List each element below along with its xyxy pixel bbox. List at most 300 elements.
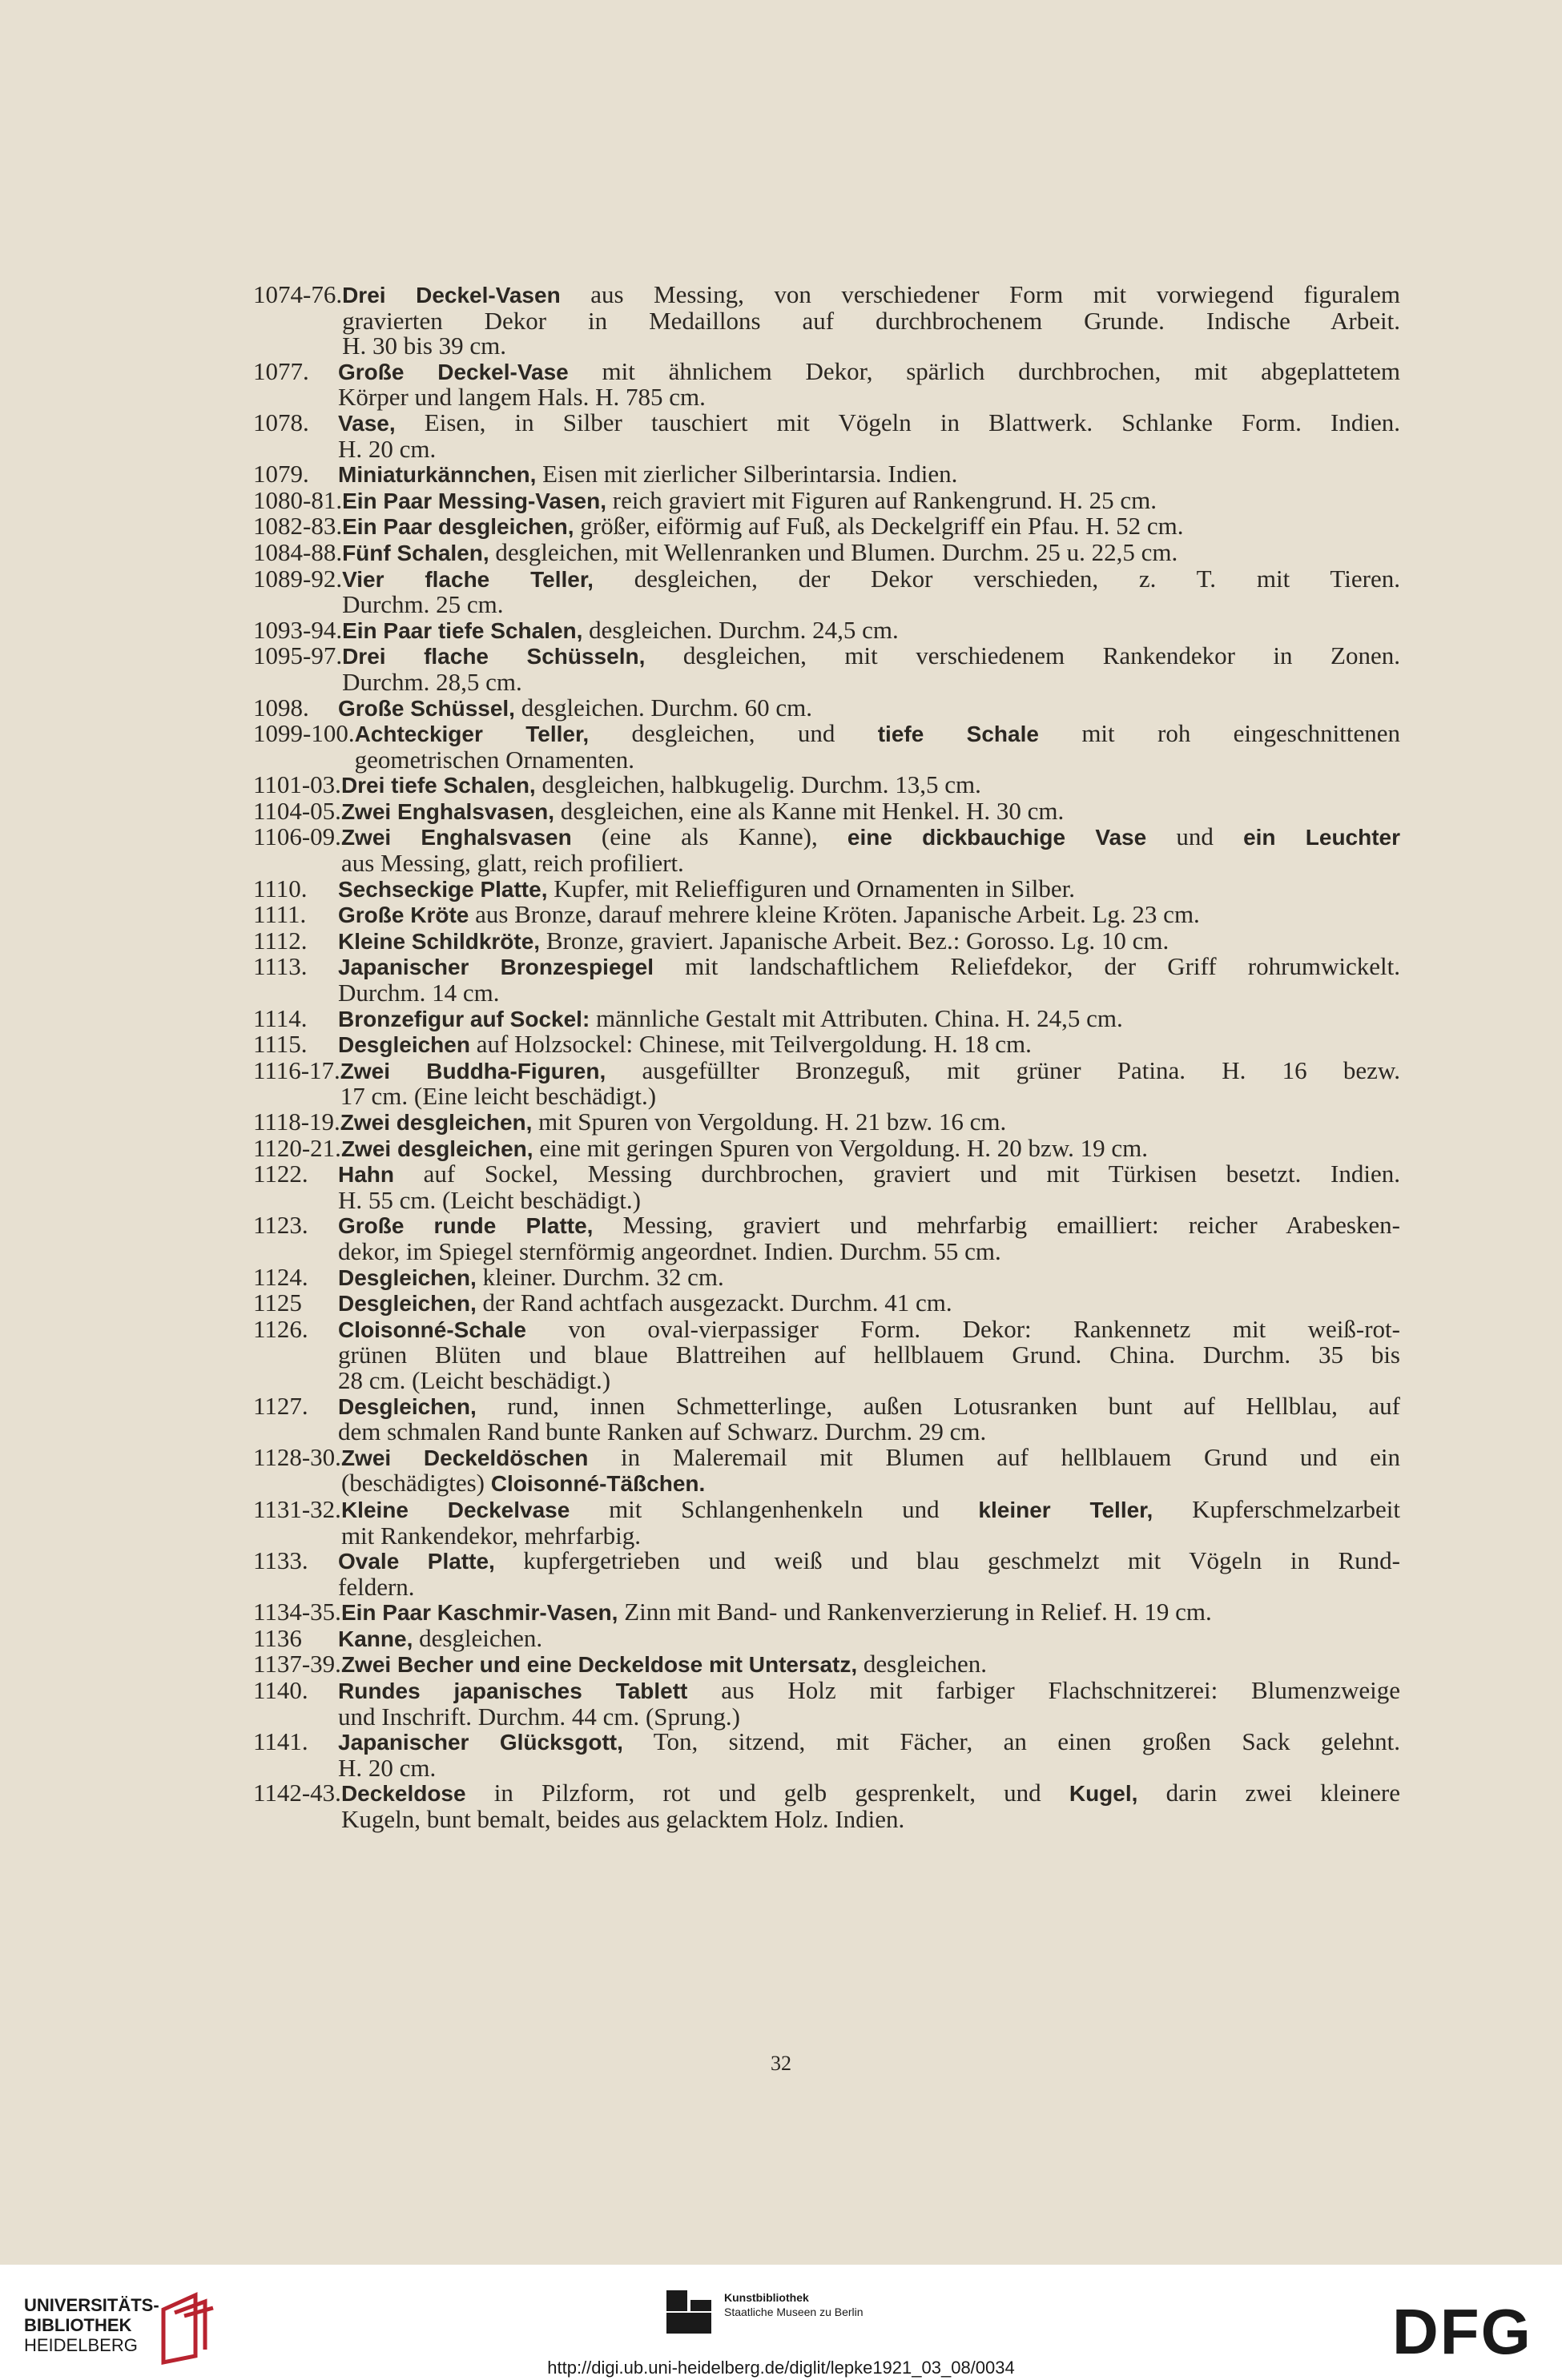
description-line: [338, 902, 1400, 928]
description-line: [338, 1755, 1400, 1781]
catalog-entry: [253, 410, 1400, 461]
kunstbibliothek-name[interactable]: [724, 2290, 864, 2319]
lot-number: 1128-30.: [253, 1442, 341, 1471]
library-name-line: UNIVERSITÄTS-: [24, 2295, 159, 2315]
lot-title: Zwei Deckeldöschen: [340, 1445, 589, 1470]
lot-description: [341, 772, 1400, 798]
lot-number: 1074-76.: [253, 280, 343, 308]
lot-text: feldern.: [338, 1572, 415, 1601]
lot-text: dekor, im Spiegel sternförmig angeordnet. Indien. Durchm. 55 cm.: [338, 1236, 1001, 1265]
lot-title: Vier flache Teller,: [342, 566, 594, 592]
lot-text: auf Holzsockel: Chinese, mit Teilvergoldung. H. 18 cm.: [469, 1030, 1032, 1059]
lot-number: 1142-43.: [253, 1779, 341, 1807]
lot-number: 1140.: [253, 1676, 308, 1705]
catalog-entry: [253, 537, 1400, 566]
lot-description: [341, 1599, 1400, 1626]
description-line: [338, 1236, 1400, 1265]
lot-title: ein Leuchter: [1243, 825, 1401, 850]
description-line: [342, 513, 1400, 540]
description-line: [341, 824, 1400, 850]
description-line: [338, 928, 1400, 955]
catalog-entry: [253, 1623, 1400, 1652]
lot-description: [342, 566, 1400, 617]
lot-title: Desgleichen,: [338, 1393, 477, 1419]
catalog-entry: [253, 1779, 1400, 1834]
lot-title: Japanischer Glücksgott,: [338, 1730, 623, 1755]
lot-number: 1098.: [253, 693, 309, 722]
lot-text: mit Schlangenhenkeln und: [570, 1494, 979, 1523]
catalog-entry: [253, 566, 1400, 617]
description-line: [338, 1574, 1400, 1600]
lot-description: [338, 1623, 1400, 1652]
lot-number: 1113.: [253, 952, 308, 981]
description-line: [342, 669, 1400, 695]
catalog-entry: [253, 1003, 1400, 1032]
lot-text: männliche Gestalt mit Attributen. China. H. 24,5 cm.: [590, 1003, 1123, 1032]
catalog-entry: [253, 1290, 1400, 1317]
lot-description: [340, 1779, 1400, 1834]
description-line: [341, 1807, 1400, 1832]
lot-number: 1082-83.: [253, 512, 343, 541]
lot-text: Kupferschmelzarbeit: [1153, 1494, 1400, 1523]
catalog-entry: [253, 1031, 1400, 1058]
description-line: [342, 485, 1400, 514]
lot-text: desgleichen. Durchm. 24,5 cm.: [582, 615, 899, 644]
lot-number: 1079.: [253, 460, 309, 488]
lot-description: [338, 1548, 1400, 1599]
lot-number: 1123.: [253, 1211, 308, 1240]
lot-text: rund, innen Schmetterlinge, außen Lotusranken bunt auf Hellblau, auf: [476, 1391, 1400, 1420]
lot-text: mit roh eingeschnittenen: [1038, 719, 1400, 748]
description-line: [340, 1442, 1400, 1471]
lot-title: Desgleichen: [338, 1032, 470, 1058]
description-line: [340, 1133, 1400, 1162]
lot-title: Ovale Platte,: [338, 1549, 495, 1574]
lot-title: Drei tiefe Schalen,: [340, 773, 536, 798]
lot-text: und: [1146, 822, 1244, 851]
catalog-entry: [253, 1548, 1400, 1599]
lot-text: dem schmalen Rand bunte Ranken auf Schwarz. Durchm. 29 cm.: [338, 1417, 987, 1446]
kunstbibliothek-title: Kunstbibliothek: [724, 2291, 809, 2304]
catalog-entry: [253, 461, 1400, 488]
lot-number: 1114.: [253, 1003, 308, 1032]
lot-text: H. 30 bis 39 cm.: [342, 332, 507, 360]
lot-title: eine dickbauchige Vase: [847, 825, 1147, 850]
description-line: [340, 1109, 1400, 1136]
catalog-entry: [253, 282, 1400, 359]
catalog-entry: [253, 1678, 1400, 1729]
lot-description: [340, 1055, 1400, 1111]
lot-text: Eisen mit zierlicher Silberintarsia. Indien.: [536, 460, 958, 488]
description-line: [338, 1314, 1400, 1343]
lot-number: 1141.: [253, 1727, 308, 1756]
description-line: [338, 1185, 1400, 1214]
lot-description: [338, 1031, 1400, 1058]
catalog-entry: [253, 485, 1400, 514]
lot-description: [341, 1651, 1400, 1678]
lot-text: (beschädigtes): [340, 1469, 491, 1498]
lot-number: 1084-88.: [253, 537, 343, 566]
lot-description: [338, 356, 1401, 412]
lot-text: H. 20 cm.: [338, 434, 437, 463]
lot-text: eine mit geringen Spuren von Vergoldung. H. 20 bzw. 19 cm.: [533, 1133, 1148, 1162]
lot-text: H. 55 cm. (Leicht beschädigt.): [338, 1185, 641, 1214]
catalog-entry: [253, 1651, 1400, 1678]
description-line: [338, 356, 1401, 385]
lot-text: grünen Blüten und blaue Blattreihen auf hellblauem Grund. China. Durchm. 35 bis: [338, 1341, 1400, 1369]
catalog-entry: [253, 798, 1400, 825]
description-line: [341, 1780, 1400, 1807]
lot-text: aus Messing, von verschiedener Form mit vorwiegend figuralem: [560, 280, 1400, 308]
lot-number: 1120-21.: [253, 1133, 341, 1162]
lot-number: 1122.: [253, 1160, 308, 1188]
catalog-entries: [253, 282, 1400, 1832]
lot-title: Zwei desgleichen,: [340, 1136, 533, 1161]
lot-number: 1127.: [253, 1391, 308, 1420]
lot-description: [342, 485, 1400, 514]
lot-description: [342, 513, 1400, 540]
lot-title: Cloisonné-Schale: [338, 1317, 526, 1342]
lot-title: Zwei Enghalsvasen: [340, 825, 572, 850]
description-line: [340, 1055, 1400, 1084]
lot-number: 1106-09.: [253, 822, 341, 851]
lot-title: Ein Paar Messing-Vasen,: [342, 488, 606, 513]
catalog-entry: [253, 356, 1401, 412]
lot-description: [340, 1133, 1400, 1162]
lot-text: Kupfer, mit Relieffiguren und Ornamenten in Silber.: [547, 874, 1075, 903]
lot-title: Bronzefigur auf Sockel:: [338, 1006, 590, 1031]
lot-title: Große runde Platte,: [338, 1213, 594, 1239]
catalog-entry: [253, 1109, 1400, 1136]
lot-title: tiefe Schale: [877, 722, 1039, 747]
lot-title: Drei flache Schüsseln,: [342, 644, 646, 669]
lot-title: Desgleichen,: [338, 1264, 477, 1290]
catalog-entry: [253, 721, 1400, 772]
description-line: [338, 461, 1400, 488]
lot-text: Ton, sitzend, mit Fächer, an einen großen Sack gelehnt.: [622, 1727, 1400, 1756]
catalog-entry: [253, 617, 1400, 644]
lot-description: [338, 461, 1400, 488]
description-line: [342, 592, 1400, 617]
catalog-entry: [253, 695, 1400, 722]
lot-title: Zwei desgleichen,: [340, 1110, 533, 1135]
lot-text: Körper und langem Hals. H. 785 cm.: [338, 383, 706, 412]
lot-number: 1116-17.: [253, 1055, 340, 1084]
lot-title: Drei Deckel-Vasen: [342, 283, 561, 308]
description-line: [338, 1212, 1400, 1239]
description-line: [341, 850, 1400, 876]
lot-title: Ein Paar tiefe Schalen,: [342, 617, 583, 643]
lot-title: Achteckiger Teller,: [354, 722, 590, 747]
lot-description: [341, 798, 1400, 825]
description-line: [338, 1290, 1400, 1317]
lot-number: 1099-100.: [253, 719, 355, 748]
lot-text: kupfergetrieben und weiß und blau geschmelzt mit Vögeln in Rund-: [494, 1546, 1400, 1575]
catalog-entry: [253, 643, 1400, 694]
catalog-entry: [253, 1494, 1400, 1550]
lot-text: Messing, graviert und mehrfarbig emailliert: reicher Arabesken-: [593, 1211, 1400, 1240]
lot-number: 1095-97.: [253, 641, 343, 670]
lot-text: aus Holz mit farbiger Flachschnitzerei: Blumenzweige: [687, 1676, 1400, 1705]
lot-number: 1077.: [253, 356, 309, 385]
lot-description: [340, 1109, 1400, 1136]
lot-number: 1134-35.: [253, 1598, 341, 1626]
lot-number: 1110.: [253, 874, 308, 903]
description-line: [338, 384, 1400, 410]
lot-number: 1126.: [253, 1314, 308, 1343]
catalog-entry: [253, 1393, 1400, 1445]
catalog-entry: [253, 876, 1400, 903]
lot-text: gravierten Dekor in Medaillons auf durchbrochenem Grunde. Indische Arbeit.: [342, 306, 1400, 335]
library-name-line: HEIDELBERG: [24, 2335, 138, 2355]
description-line: [342, 333, 1400, 359]
catalog-entry: [253, 513, 1400, 540]
lot-title: Große Schüssel,: [338, 695, 515, 721]
catalog-entry: [253, 1055, 1400, 1111]
lot-title: Hahn: [338, 1162, 394, 1188]
lot-text: Kugeln, bunt bemalt, beides aus gelacktem Holz. Indien.: [340, 1805, 905, 1834]
lot-description: [342, 643, 1400, 694]
catalog-entry: [253, 772, 1400, 798]
kunstbibliothek-logo-icon[interactable]: [665, 2289, 716, 2337]
lot-number: 1101-03.: [253, 770, 341, 799]
description-line: [342, 566, 1400, 593]
footer-bar: [0, 2265, 1562, 2380]
catalog-entry: [253, 1133, 1400, 1162]
catalog-entry: [253, 1264, 1400, 1291]
lot-title: Kugel,: [1069, 1781, 1138, 1807]
lot-description: [338, 954, 1400, 1005]
lot-title: Kleine Schildkröte,: [338, 928, 541, 954]
description-line: [338, 1342, 1400, 1368]
dfg-logo[interactable]: DFG: [1392, 2296, 1532, 2367]
lot-text: geometrischen Ornamenten.: [354, 745, 635, 774]
lot-title: Große Deckel-Vase: [338, 359, 569, 384]
lot-description: [340, 1494, 1400, 1550]
lot-number: 1136: [253, 1623, 302, 1652]
lot-text: 28 cm. (Leicht beschädigt.): [338, 1365, 611, 1394]
lot-description: [342, 537, 1400, 566]
lot-number: 1124.: [253, 1262, 308, 1291]
lot-text: von oval-vierpassiger Form. Dekor: Rankennetz mit weiß-rot-: [525, 1314, 1400, 1343]
description-line: [338, 1264, 1400, 1291]
lot-title: Desgleichen,: [338, 1291, 477, 1317]
description-line: [340, 1494, 1400, 1523]
lot-text: Bronze, graviert. Japanische Arbeit. Bez.: Gorosso. Lg. 10 cm.: [540, 926, 1169, 955]
catalog-entry: [253, 1212, 1400, 1264]
lot-number: 1131-32.: [253, 1494, 341, 1523]
lot-title: Zwei Enghalsvasen,: [340, 798, 555, 824]
library-logo-icon[interactable]: [160, 2292, 216, 2366]
catalog-entry: [253, 822, 1401, 878]
lot-number: 1104-05.: [253, 796, 341, 825]
description-line: [341, 772, 1400, 798]
lot-number: 1125: [253, 1288, 302, 1317]
lot-number: 1089-92.: [253, 564, 343, 593]
description-line: [341, 798, 1400, 825]
description-line: [341, 1523, 1400, 1549]
description-line: [338, 1419, 1400, 1445]
lot-text: in Maleremail mit Blumen auf hellblauem Grund und ein: [588, 1442, 1400, 1471]
description-line: [338, 980, 1400, 1006]
lot-text: desgleichen. Durchm. 60 cm.: [514, 693, 812, 722]
lot-number: 1078.: [253, 408, 309, 436]
lot-description: [338, 1729, 1400, 1780]
lot-number: 1093-94.: [253, 615, 343, 644]
lot-text: darin zwei kleinere: [1137, 1779, 1400, 1807]
lot-description: [338, 1161, 1400, 1212]
lot-text: Durchm. 14 cm.: [338, 979, 500, 1007]
lot-number: 1118-19.: [253, 1108, 340, 1136]
description-line: [338, 1704, 1400, 1730]
lot-text: desgleichen, der Dekor verschieden, z. T. mit Tieren.: [593, 564, 1400, 593]
lot-text: desgleichen, und: [589, 719, 878, 748]
lot-text: Durchm. 28,5 cm.: [342, 667, 522, 696]
lot-text: desgleichen.: [857, 1650, 987, 1678]
lot-text: kleiner. Durchm. 32 cm.: [476, 1262, 724, 1291]
lot-text: desgleichen, eine als Kanne mit Henkel. H. 30 cm.: [554, 796, 1065, 825]
lot-text: aus Bronze, darauf mehrere kleine Kröten. Japanische Arbeit. Lg. 23 cm.: [469, 900, 1200, 929]
catalog-entry: [253, 954, 1400, 1005]
description-line: [341, 1599, 1400, 1626]
lot-title: Kleine Deckelvase: [340, 1497, 570, 1522]
catalog-entry: [253, 1442, 1400, 1498]
kunstbibliothek-subtitle: Staatliche Museen zu Berlin: [724, 2306, 864, 2318]
description-line: [338, 436, 1400, 462]
lot-description: [338, 928, 1400, 955]
lot-title: Zwei Becher und eine Deckeldose mit Untersatz,: [340, 1652, 858, 1678]
lot-description: [342, 617, 1400, 644]
lot-number: 1137-39.: [253, 1650, 341, 1678]
lot-description: [338, 1003, 1400, 1032]
lot-title: Deckeldose: [340, 1781, 466, 1807]
lot-title: Vase,: [338, 410, 396, 436]
lot-description: [338, 876, 1400, 903]
lot-title: Sechseckige Platte,: [338, 876, 548, 902]
lot-text: Durchm. 25 cm.: [342, 590, 504, 619]
description-line: [355, 747, 1400, 773]
description-line: [355, 721, 1400, 747]
lot-text: reich graviert mit Figuren auf Rankengrund. H. 25 cm.: [606, 485, 1157, 514]
description-line: [342, 617, 1400, 644]
lot-description: [340, 1442, 1400, 1498]
page-number: 32: [771, 2052, 791, 2075]
description-line: [338, 1678, 1400, 1704]
lot-description: [355, 721, 1400, 772]
lot-text: ausgefüllter Bronzeguß, mit grüner Patina. H. 16 bezw.: [606, 1055, 1400, 1084]
lot-title: Zwei Buddha-Figuren,: [340, 1058, 606, 1083]
lot-title: Fünf Schalen,: [342, 540, 489, 565]
lot-title: Kanne,: [338, 1626, 413, 1651]
lot-title: Japanischer Bronzespiegel: [338, 955, 654, 980]
description-line: [342, 282, 1400, 308]
catalog-entry: [253, 1729, 1400, 1780]
lot-text: mit ähnlichem Dekor, spärlich durchbrochen, mit abgeplattetem: [568, 356, 1401, 385]
lot-title: Ein Paar desgleichen,: [342, 514, 574, 540]
description-line: [341, 1651, 1400, 1678]
lot-number: 1111.: [253, 900, 307, 929]
description-line: [340, 1083, 1400, 1109]
lot-description: [340, 822, 1401, 878]
lot-text: mit Spuren von Vergoldung. H. 21 bzw. 16 cm.: [532, 1108, 1007, 1136]
lot-description: [338, 410, 1400, 461]
lot-description: [338, 1212, 1400, 1264]
lot-description: [338, 902, 1400, 928]
library-name[interactable]: [24, 2295, 159, 2355]
lot-description: [338, 1678, 1400, 1729]
lot-number: 1112.: [253, 926, 308, 955]
description-line: [338, 1003, 1400, 1032]
lot-text: desgleichen, halbkugelig. Durchm. 13,5 cm.: [535, 770, 981, 799]
lot-title: Miniaturkännchen,: [338, 462, 537, 488]
lot-text: desgleichen, mit verschiedenem Rankendekor in Zonen.: [645, 641, 1400, 670]
description-line: [338, 876, 1400, 903]
description-line: [338, 695, 1400, 722]
lot-text: aus Messing, glatt, reich profiliert.: [340, 849, 684, 878]
description-line: [338, 1365, 1400, 1394]
description-line: [338, 1161, 1400, 1188]
description-line: [342, 537, 1400, 566]
catalog-entry: [253, 928, 1400, 955]
description-line: [338, 1729, 1400, 1755]
lot-description: [338, 1314, 1400, 1394]
description-line: [338, 410, 1400, 436]
lot-text: größer, eiförmig auf Fuß, als Deckelgriff ein Pfau. H. 52 cm.: [574, 512, 1184, 541]
lot-title: kleiner Teller,: [978, 1497, 1153, 1522]
description-line: [338, 1393, 1400, 1420]
lot-number: 1080-81.: [253, 485, 343, 514]
lot-description: [338, 1264, 1400, 1291]
description-line: [338, 1548, 1400, 1574]
lot-text: (eine als Kanne),: [571, 822, 847, 851]
lot-text: mit Rankendekor, mehrfarbig.: [340, 1521, 642, 1550]
description-line: [338, 1031, 1400, 1058]
lot-text: Eisen, in Silber tauschiert mit Vögeln in Blattwerk. Schlanke Form. Indien.: [395, 408, 1400, 436]
lot-text: der Rand achtfach ausgezackt. Durchm. 41 cm.: [476, 1288, 952, 1317]
lot-description: [338, 1290, 1400, 1317]
catalog-entry: [253, 1161, 1400, 1212]
description-line: [342, 643, 1400, 669]
lot-title: Ein Paar Kaschmir-Vasen,: [340, 1600, 618, 1626]
lot-text: Zinn mit Band- und Rankenverzierung in Relief. H. 19 cm.: [618, 1598, 1212, 1626]
lot-text: desgleichen, mit Wellenranken und Blumen. Durchm. 25 u. 22,5 cm.: [489, 537, 1178, 566]
lot-description: [338, 695, 1400, 722]
lot-text: H. 20 cm.: [338, 1753, 437, 1782]
lot-number: 1115.: [253, 1030, 308, 1059]
lot-number: 1133.: [253, 1546, 308, 1575]
description-line: [338, 954, 1400, 980]
description-line: [342, 308, 1400, 334]
lot-description: [342, 282, 1400, 359]
lot-text: 17 cm. (Eine leicht beschädigt.): [340, 1082, 657, 1111]
lot-text: in Pilzform, rot und gelb gesprenkelt, und: [465, 1779, 1069, 1807]
lot-title: Rundes japanisches Tablett: [338, 1678, 688, 1704]
lot-text: und Inschrift. Durchm. 44 cm. (Sprung.): [338, 1702, 740, 1731]
description-line: [338, 1623, 1400, 1652]
catalog-entry: [253, 902, 1400, 928]
lot-title: Cloisonné-Täßchen.: [490, 1471, 706, 1497]
lot-title: Große Kröte: [338, 903, 469, 928]
permalink-url[interactable]: http://digi.ub.uni-heidelberg.de/diglit/lepke1921_03_08/0034: [547, 2358, 1015, 2378]
catalog-entry: [253, 1314, 1400, 1394]
lot-text: mit landschaftlichem Reliefdekor, der Griff rohrumwickelt.: [653, 952, 1401, 981]
library-name-line: BIBLIOTHEK: [24, 2315, 132, 2335]
catalog-entry: [253, 1599, 1400, 1626]
description-line: [341, 1470, 1400, 1497]
lot-text: auf Sockel, Messing durchbrochen, graviert und mit Türkisen besetzt. Indien.: [394, 1160, 1400, 1188]
lot-description: [338, 1393, 1400, 1445]
lot-text: desgleichen.: [413, 1623, 543, 1652]
